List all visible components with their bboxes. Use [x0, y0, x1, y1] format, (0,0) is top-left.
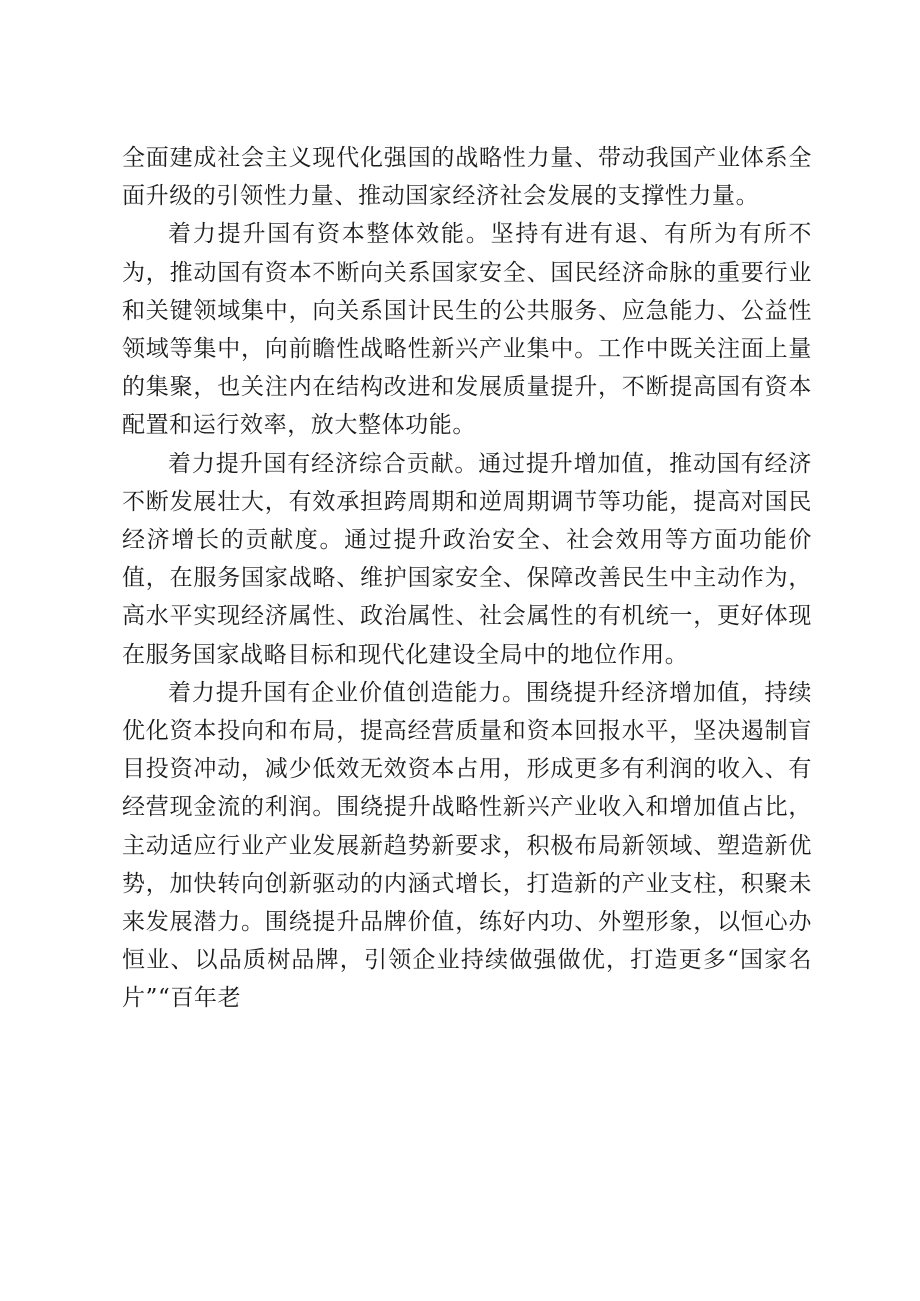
paragraph-economic-contribution: 着力提升国有经济综合贡献。通过提升增加值，推动国有经济不断发展壮大，有效承担跨周期和逆周期调节等功能，提高对国民经济增长的贡献度。通过提升政治安全、社会效用等方面功能价值，在服务国家战略、维护国家安全、保障改善民生中主动作为，高水平实现经济属性、政治属性、社会属性的有机统一，更好体现在服务国家战略目标和现代化建设全局中的地位作用。	[122, 450, 812, 668]
paragraph-capital-efficiency: 着力提升国有资本整体效能。坚持有进有退、有所为有所不为，推动国有资本不断向关系国家安全、国民经济命脉的重要行业和关键领域集中，向关系国计民生的公共服务、应急能力、公益性领域等集中，向前瞻性战略性新兴产业集中。工作中既关注面上量的集聚，也关注内在结构改进和发展质量提升，不断提高国有资本配置和运行效率，放大整体功能。	[122, 221, 812, 439]
document-body	[122, 139, 812, 1018]
paragraph-continuation: 全面建成社会主义现代化强国的战略性力量、带动我国产业体系全面升级的引领性力量、推动国家经济社会发展的支撑性力量。	[122, 145, 812, 210]
paragraph-value-creation: 着力提升国有企业价值创造能力。围绕提升经济增加值，持续优化资本投向和布局，提高经营质量和资本回报水平，坚决遏制盲目投资冲动，减少低效无效资本占用，形成更多有利润的收入、有经营现金流的利润。围绕提升战略性新兴产业收入和增加值占比，主动适应行业产业发展新趋势新要求，积极布局新领域、塑造新优势，加快转向创新驱动的内涵式增长，打造新的产业支柱，积聚未来发展潜力。围绕提升品牌价值，练好内功、外塑形象，以恒心办恒业、以品质树品牌，引领企业持续做强做优，打造更多“国家名片”“百年老	[122, 679, 812, 1012]
